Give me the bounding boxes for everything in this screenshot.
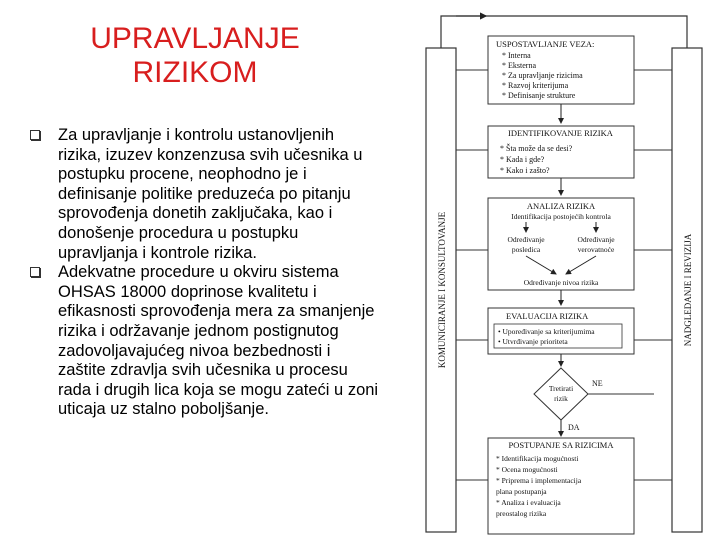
box3-consequence-l2: posledica [511,245,541,254]
box3-likelihood-l1: Određivanje [577,235,615,244]
box2-title: IDENTIFIKOVANJE RIZIKA [508,128,613,138]
box3-title: ANALIZA RIZIKA [526,201,596,211]
bullet-item [30,263,380,420]
box5-item: plana postupanja [496,487,547,496]
title-line-2: RIZIKOM [132,56,258,89]
box1-item: * Za upravljanje rizicima [502,71,583,80]
box4-item: • Upoređivanje sa kriterijumima [498,327,595,336]
box5-item: * Identifikacija mogućnosti [496,454,579,463]
decision-no: NE [592,379,603,388]
box5-item: * Analiza i evaluacija [496,498,561,507]
box5-item: * Ocena mogućnosti [496,465,558,474]
box1-title: USPOSTAVLJANJE VEZA: [496,39,595,49]
box2-item: * Kada i gde? [500,155,545,164]
slide-title [40,22,350,90]
box2-item: * Kako i zašto? [500,166,550,175]
bullet-text: Adekvatne procedure u okviru sistema OHSAS 18000 doprinose kvalitetu i efikasnosti sprovođenja mera za smanjenje rizika i održavanje jednom postignutog zadovoljavajućeg nivoa bezbednosti i zaštite zdravlja svih učesnika u procesu rada i drugih lica koja se mogu zateći u zoni uticaja uz stalno poboljšanje. [58,263,379,419]
square-bullet-icon [30,267,40,277]
decision-label-l1: Tretirati [548,384,574,393]
box2-item: * Šta može da se desi? [500,144,573,153]
bullet-text: Za upravljanje i kontrolu ustanovljenih rizika, izuzev konzenzusa svih učesnika u postupku procene, neophodno je i definisanje politike preduzeća po pitanju sprovođenja donetih zaključaka, kao i donošenje procedura u postupku upravljanja i kontrole rizika. [58,126,363,262]
box5-item: * Priprema i implementacija [496,476,582,485]
box1-item: * Definisanje strukture [502,91,576,100]
box5-item: preostalog rizika [496,509,547,518]
decision-label-l2: rizik [554,394,568,403]
communication-bar-label: KOMUNICIRANJE I KONSULTOVANJE [437,211,447,369]
square-bullet-icon [30,130,40,140]
box1-item: * Razvoj kriterijuma [502,81,569,90]
box1-item: * Interna [502,51,531,60]
bullet-list [30,126,380,420]
box3-subtitle: Identifikacija postojećih kontrola [511,212,611,221]
box-risk-treatment [488,438,634,534]
monitoring-bar-label: NADGLEDANJE I REVIZIJA [683,233,693,347]
box3-consequence-l1: Određivanje [507,235,545,244]
box4-item: • Utvrđivanje prioriteta [498,337,568,346]
title-line-1: UPRAVLJANJE [90,22,300,55]
box1-item: * Eksterna [502,61,536,70]
box3-likelihood-l2: verovatnoće [577,245,615,254]
bullet-item [30,126,380,263]
risk-management-diagram [416,10,720,540]
box3-level: Određivanje nivoa rizika [523,278,599,287]
box5-title: POSTUPANJE SA RIZICIMA [508,440,614,450]
decision-yes: DA [568,423,580,432]
box4-title: EVALUACIJA RIZIKA [506,311,589,321]
